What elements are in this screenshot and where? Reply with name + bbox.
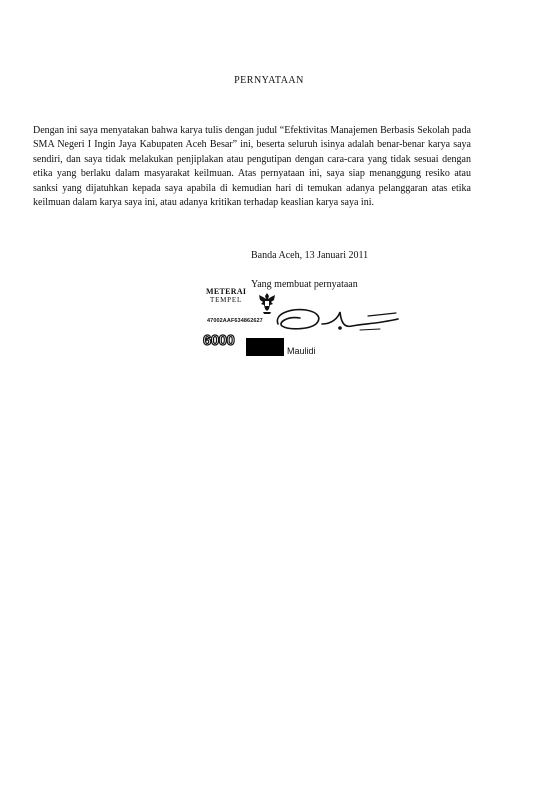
statement-paragraph: Dengan ini saya menyatakan bahwa karya tulis dengan judul “Efektivitas Manajemen Berbasis Sekolah pada SMA Negeri I Ingin Jaya Kabupaten Aceh Besar” ini, beserta seluruh isinya adalah benar-benar karya saya sendiri, dan saya tidak melakukan penjiplakan atau pengutipan dengan cara-cara yang tidak sesuai dengan etika yang berlaku dalam masyarakat keilmuan. Atas pernyataan ini, saya siap menanggung resiko atau sanksi yang dijatuhkan kepada saya apabila di kemudian hari di temukan adanya pelanggaran atas etika keilmuan dalam karya saya ini, atau adanya kritikan terhadap keaslian karya saya ini. bbox=[33, 125, 471, 209]
document-title: PERNYATAAN bbox=[234, 75, 304, 86]
handwritten-signature bbox=[272, 294, 406, 344]
place-date: Banda Aceh, 13 Januari 2011 bbox=[251, 250, 369, 261]
maker-label: Yang membuat pernyataan bbox=[251, 279, 358, 290]
stamp-label-bottom: TEMPEL bbox=[210, 296, 243, 304]
stamp-serial: 47002AAF634862627 bbox=[207, 318, 263, 324]
stamp-value: 6000 bbox=[203, 332, 235, 349]
stamp-label-top: METERAI bbox=[206, 287, 247, 296]
signer-name: Maulidi bbox=[287, 346, 316, 356]
